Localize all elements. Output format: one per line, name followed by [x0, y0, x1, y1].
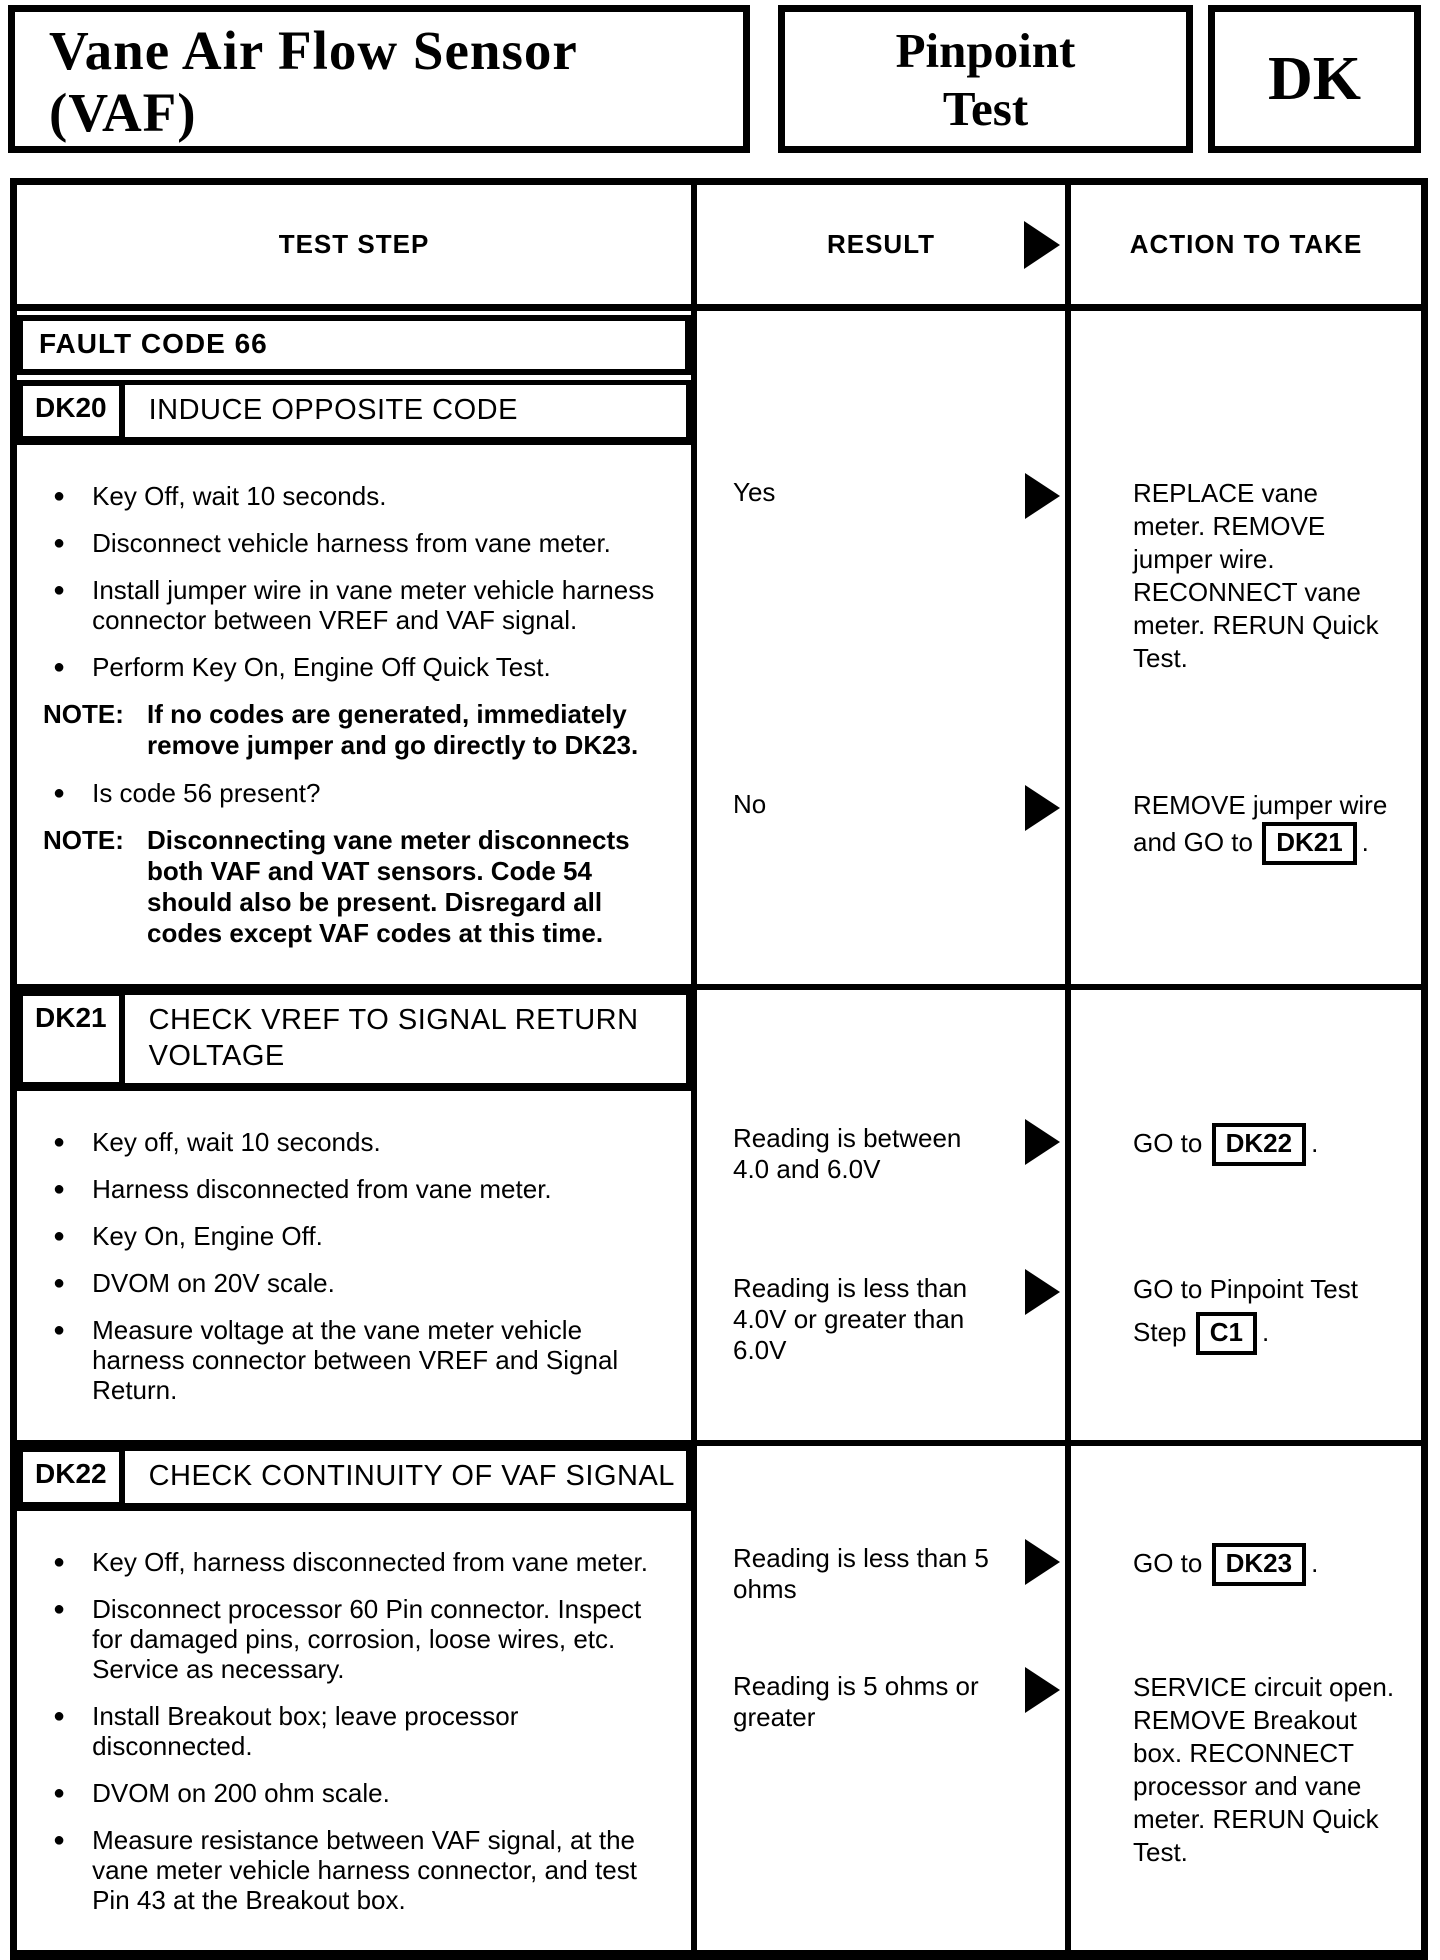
bullet-item: ● Key off, wait 10 seconds.: [53, 1127, 381, 1157]
bullet-icon: ●: [53, 1319, 66, 1341]
bullet-item: ● DVOM on 200 ohm scale.: [53, 1778, 390, 1808]
column-header-action: ACTION TO TAKE: [1065, 185, 1421, 304]
bullet-icon: ●: [53, 1225, 66, 1247]
bullet-icon: ●: [53, 1551, 66, 1573]
step-header-dk20: [17, 380, 691, 445]
result-arrow-icon: [1025, 1539, 1060, 1585]
bullet-item: ● Install Breakout box; leave processor disconnected.: [53, 1701, 519, 1761]
result-arrow-icon: [1024, 221, 1060, 269]
result-arrow-icon: [1025, 1269, 1060, 1315]
step-title-dk22: CHECK CONTINUITY OF VAF SIGNAL: [125, 1446, 691, 1508]
action-cell: SERVICE circuit open. REMOVE Breakout box. RECONNECT processor and vane meter. RERUN Quick Test.: [1065, 1639, 1421, 1950]
result-arrow-icon: [1025, 1119, 1060, 1165]
bullet-icon: ●: [53, 1782, 66, 1804]
bullet-item: ● Key On, Engine Off.: [53, 1221, 323, 1251]
test-step-cell-dk20: [17, 445, 691, 984]
bullet-item: ● Measure voltage at the vane meter vehicle harness connector between VREF and Signal Return.: [53, 1315, 619, 1405]
bullet-icon: ●: [53, 485, 66, 507]
step-header-dk22: [17, 1446, 691, 1511]
bullet-item: ● Disconnect vehicle harness from vane meter.: [53, 528, 611, 558]
bullet-item: ● Key Off, harness disconnected from vane meter.: [53, 1547, 649, 1577]
step-title-dk21: CHECK VREF TO SIGNAL RETURN VOLTAGE: [125, 990, 691, 1088]
pinpoint-test-table: [10, 178, 1428, 1960]
result-cell: Reading is less than 4.0V or greater than 6.0V: [691, 1241, 1065, 1440]
step-id-dk20: DK20: [17, 380, 125, 442]
bullet-item: ● Is code 56 present?: [53, 778, 321, 808]
note-item: NOTE: Disconnecting vane meter disconnects both VAF and VAT sensors. Code 54 should also be present. Disregard all codes except VAF codes at this time.: [43, 825, 630, 948]
step-header-row-dk21: [17, 984, 1421, 1091]
doc-type-line2: Test: [942, 81, 1029, 136]
section-dk22: [17, 1511, 1421, 1950]
bullet-icon: ●: [53, 1178, 66, 1200]
bullet-item: ● Measure resistance between VAF signal, at the vane meter vehicle harness connector, and test Pin 43 at the Breakout box.: [53, 1825, 637, 1915]
section-code-box: [1208, 5, 1421, 153]
step-ref-box: DK21: [1262, 822, 1356, 865]
step-header-row-dk22: [17, 1440, 1421, 1511]
step-title-dk20: INDUCE OPPOSITE CODE: [125, 380, 691, 442]
note-label: NOTE:: [43, 699, 124, 729]
step-header-row-dk20: [17, 375, 1421, 445]
result-cell: Yes: [691, 445, 1065, 757]
step-ref-box: DK22: [1212, 1123, 1306, 1166]
action-cell: GO to DK22 .: [1065, 1091, 1421, 1241]
bullet-icon: ●: [53, 1272, 66, 1294]
step-ref-box: DK23: [1212, 1543, 1306, 1586]
result-arrow-icon: [1025, 473, 1060, 519]
bullet-item: ● Disconnect processor 60 Pin connector. Inspect for damaged pins, corrosion, loose wires, etc. Service as necessary.: [53, 1594, 642, 1684]
bullet-item: ● DVOM on 20V scale.: [53, 1268, 335, 1298]
doc-type-line1: Pinpoint: [895, 23, 1076, 78]
bullet-icon: ●: [53, 532, 66, 554]
action-cell: REMOVE jumper wire and GO to DK21 .: [1065, 757, 1421, 984]
section-code: DK: [1268, 44, 1361, 113]
bullet-item: ● Harness disconnected from vane meter.: [53, 1174, 552, 1204]
masthead: [8, 5, 1432, 155]
bullet-icon: ●: [53, 1829, 66, 1851]
bullet-icon: ●: [53, 579, 66, 601]
step-ref-box: C1: [1196, 1312, 1257, 1355]
column-header-test-step: TEST STEP: [278, 229, 430, 259]
fault-code-row: [17, 311, 1421, 375]
bullet-icon: ●: [53, 1598, 66, 1620]
test-step-cell-dk22: [17, 1511, 691, 1950]
result-cell: Reading is less than 5 ohms: [691, 1511, 1065, 1639]
step-id-dk21: DK21: [17, 990, 125, 1088]
bullet-icon: ●: [53, 656, 66, 678]
section-dk21: [17, 1091, 1421, 1440]
result-arrow-icon: [1025, 785, 1060, 831]
result-cell: Reading is 5 ohms or greater: [691, 1639, 1065, 1950]
component-title-line2: (VAF): [49, 82, 197, 143]
action-cell: GO to DK23 .: [1065, 1511, 1421, 1639]
result-arrow-icon: [1025, 1667, 1060, 1713]
component-title-box: [8, 5, 750, 153]
bullet-item: ● Perform Key On, Engine Off Quick Test.: [53, 652, 551, 682]
action-cell: GO to Pinpoint Test Step C1 .: [1065, 1241, 1421, 1440]
bullet-icon: ●: [53, 782, 66, 804]
action-cell: REPLACE vane meter. REMOVE jumper wire. RECONNECT vane meter. RERUN Quick Test.: [1065, 445, 1421, 757]
fault-row-action-spacer: [1065, 311, 1421, 375]
column-header-result: RESULT: [691, 185, 1065, 304]
test-step-cell-dk21: [17, 1091, 691, 1440]
step-id-dk22: DK22: [17, 1446, 125, 1508]
bullet-item: ● Key Off, wait 10 seconds.: [53, 481, 387, 511]
pinpoint-test-box: [778, 5, 1193, 153]
step-header-dk21: [17, 990, 691, 1091]
component-title-line1: Vane Air Flow Sensor: [49, 20, 578, 81]
note-label: NOTE:: [43, 825, 124, 855]
note-item: NOTE: If no codes are generated, immediately remove jumper and go directly to DK23.: [43, 699, 639, 760]
bullet-item: ● Install jumper wire in vane meter vehicle harness connector between VREF and VAF signal.: [53, 575, 655, 635]
fault-code-banner: FAULT CODE 66: [17, 315, 691, 375]
result-cell: Reading is between 4.0 and 6.0V: [691, 1091, 1065, 1241]
fault-row-result-spacer: [691, 311, 1065, 375]
table-header-row: [17, 185, 1421, 311]
bullet-icon: ●: [53, 1131, 66, 1153]
bullet-icon: ●: [53, 1705, 66, 1727]
result-cell: No: [691, 757, 1065, 984]
section-dk20: [17, 445, 1421, 984]
